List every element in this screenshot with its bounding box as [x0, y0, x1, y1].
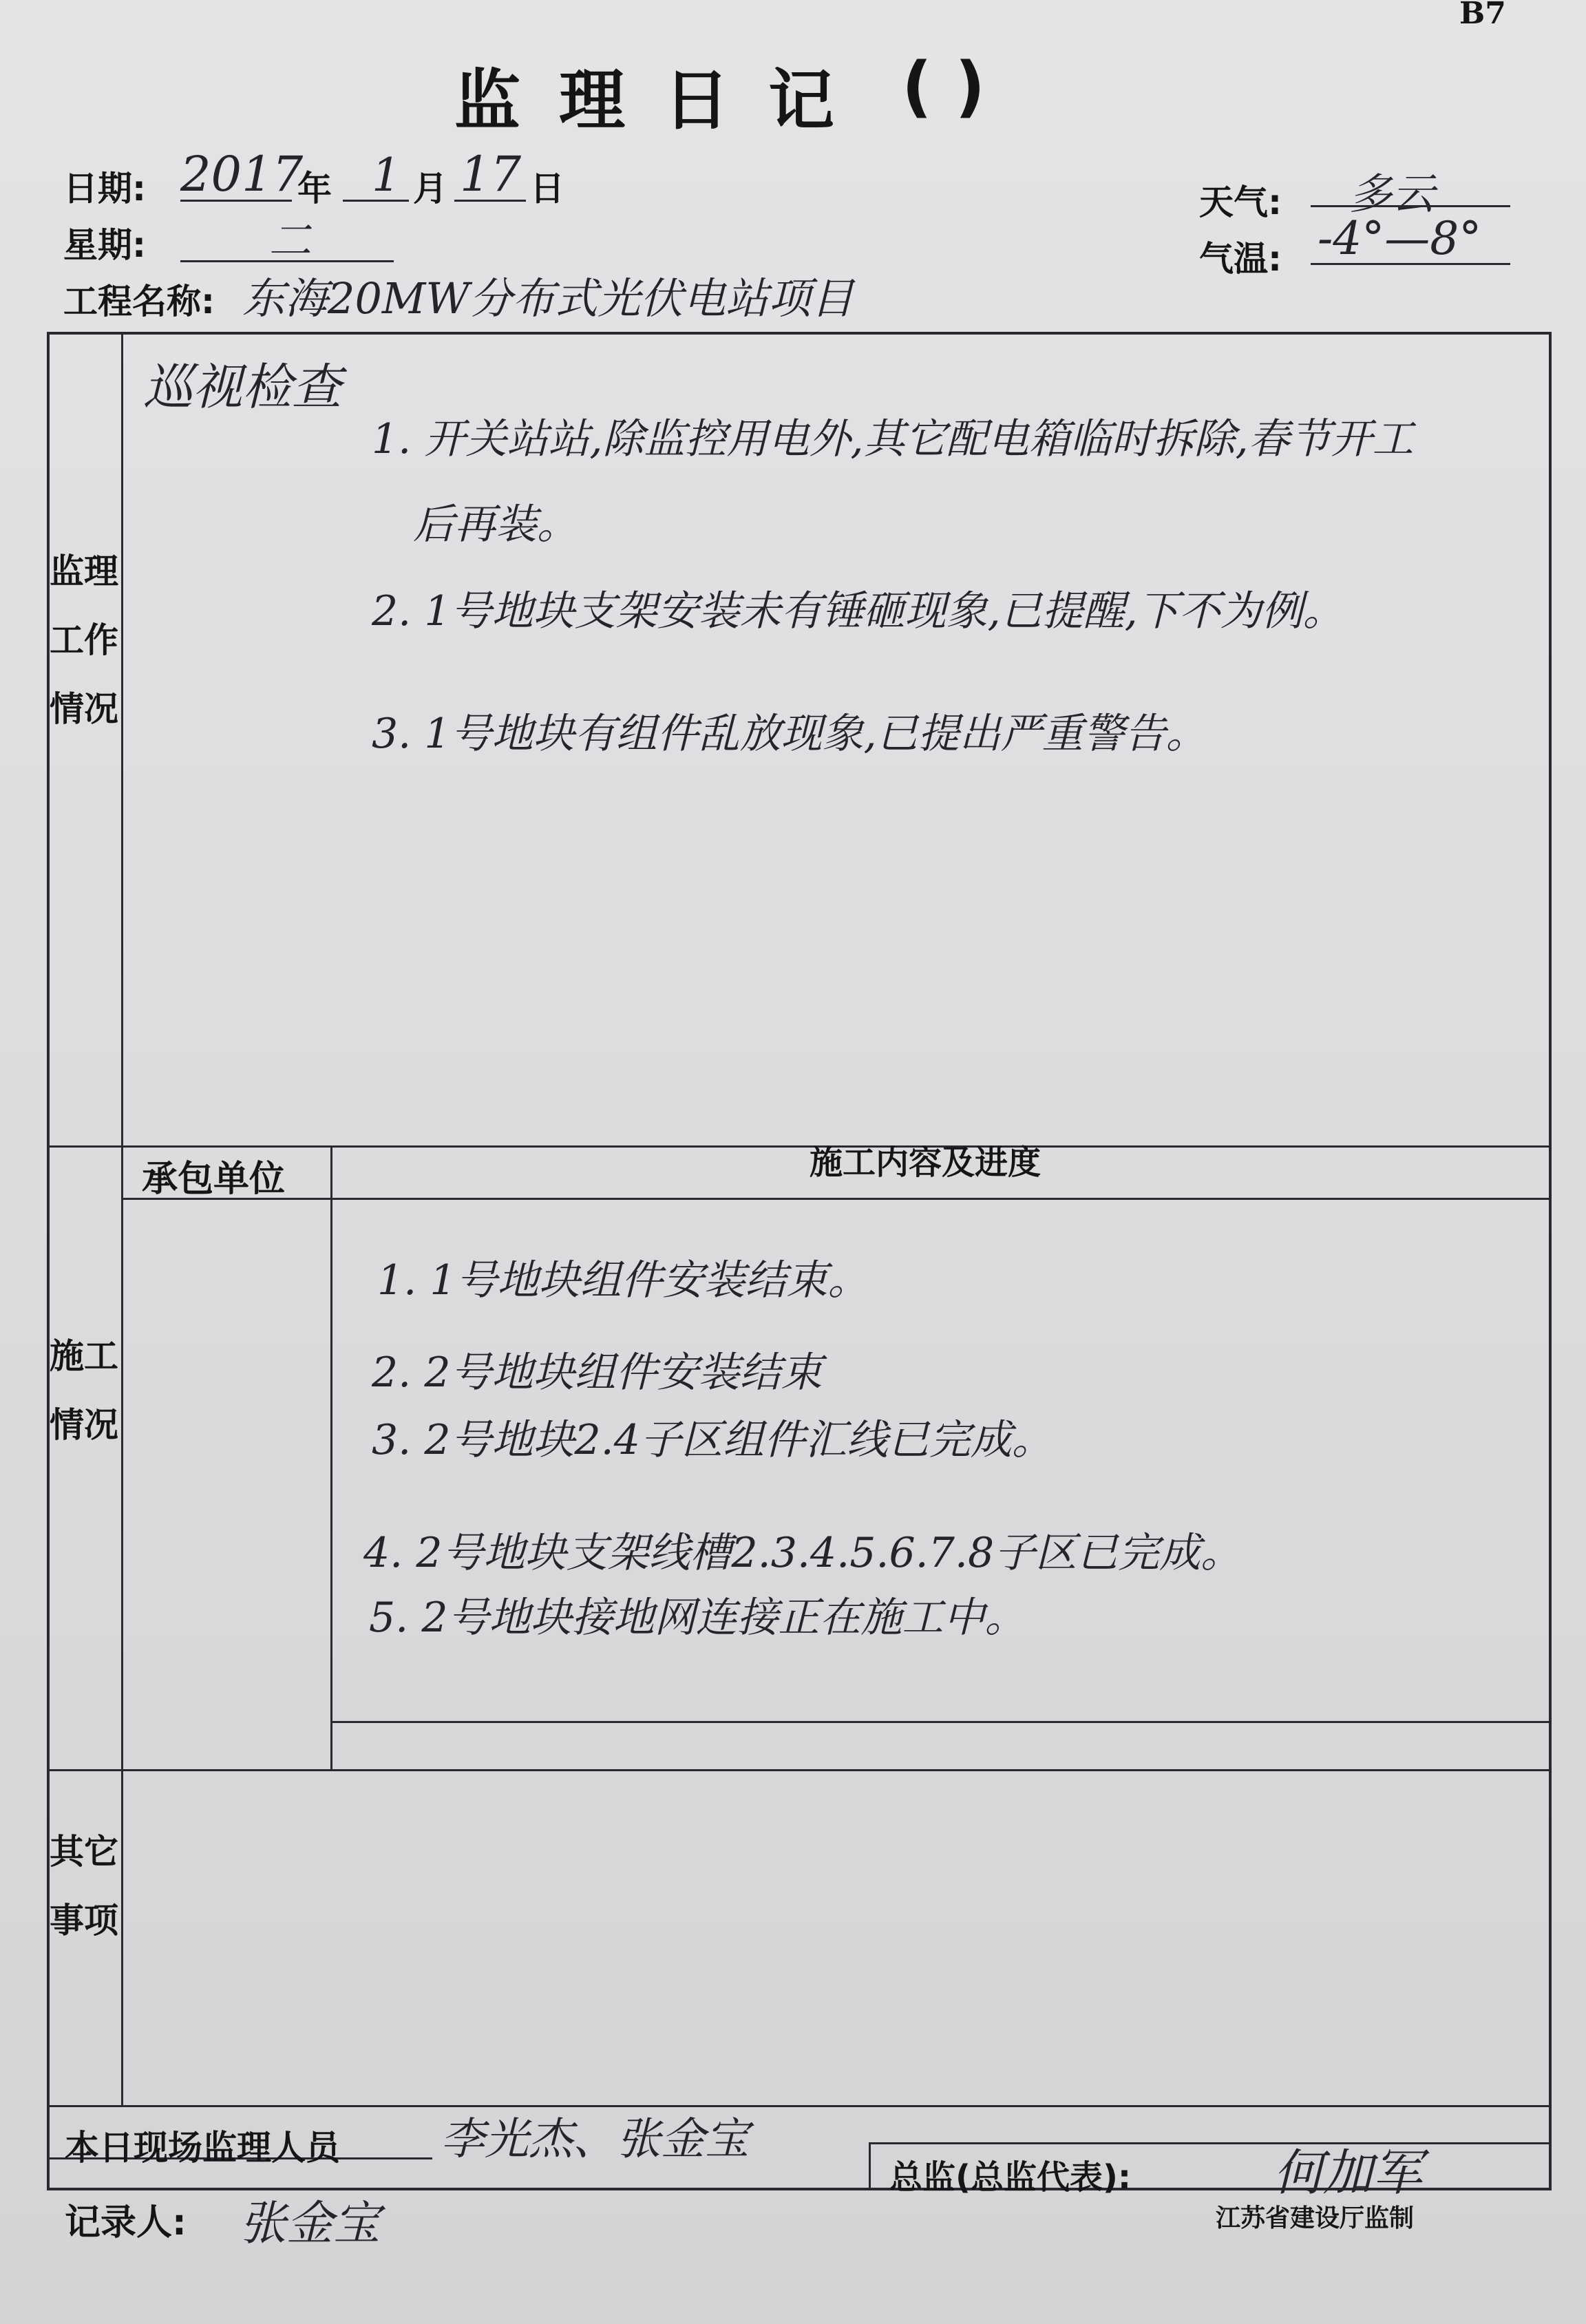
construction-item-1: 1. 1号地块组件安装结束。: [377, 1256, 869, 1304]
day-label: 日: [530, 169, 564, 209]
supervision-item-1: 1. 开关站站,除监控用电外,其它配电箱临时拆除,春节开工: [372, 415, 1414, 463]
contractor-column-divider: [330, 1145, 332, 1769]
chief-row-divider: [869, 2142, 1552, 2144]
progress-column-header: 施工内容及进度: [810, 1143, 1042, 1182]
staff-label: 本日现场监理人员: [65, 2128, 340, 2168]
page-title: 监理日记: [454, 62, 873, 139]
year-underline: [180, 200, 292, 202]
construction-item-3: 3. 2号地块2.4子区组件汇线已完成。: [372, 1416, 1053, 1464]
chief-label: 总监(总监代表):: [889, 2158, 1132, 2197]
month-underline: [343, 200, 409, 202]
project-label: 工程名称:: [63, 282, 215, 321]
temperature-label: 气温:: [1199, 239, 1282, 279]
section-divider-2: [47, 1769, 1552, 1771]
date-month: 1: [372, 149, 401, 202]
chief-cell-divider: [869, 2142, 871, 2190]
supervision-item-2: 2. 1号地块支架安装未有锤砸现象,已提醒,下不为例。: [372, 587, 1344, 635]
temperature-value: -4°—8°: [1318, 212, 1482, 265]
supervision-heading: 巡视检查: [143, 358, 342, 416]
label-column-divider: [121, 332, 123, 2105]
construction-item-5: 5. 2号地块接地网连接正在施工中。: [369, 1594, 1026, 1642]
construction-header-divider: [121, 1198, 1552, 1200]
weather-label: 天气:: [1199, 182, 1282, 222]
contractor-column-header: 承包单位: [142, 1159, 286, 1200]
title-parenthesis: ( ): [902, 48, 986, 125]
section-divider-1: [47, 1145, 1552, 1148]
issuer-note: 江苏省建设厅监制: [1216, 2204, 1415, 2232]
construction-item-2: 2. 2号地块组件安装结束: [372, 1349, 823, 1397]
month-label: 月: [413, 169, 447, 209]
temperature-underline: [1311, 263, 1510, 265]
date-label: 日期:: [63, 169, 146, 209]
staff-names: 李光杰、张金宝: [441, 2114, 749, 2165]
supervision-section-label: 监理工作情况: [50, 551, 118, 729]
weekday-label: 星期:: [63, 225, 146, 265]
supervision-item-3: 3. 1号地块有组件乱放现象,已提出严重警告。: [372, 710, 1207, 758]
chief-signature: 何加军: [1273, 2144, 1423, 2201]
supervision-item-1-cont: 后再装。: [413, 500, 578, 549]
weekday-value: 二: [268, 215, 312, 266]
day-underline: [454, 200, 526, 202]
project-name: 东海20MW分布式光伏电站项目: [242, 273, 854, 324]
recorder-signature: 张金宝: [240, 2197, 381, 2251]
date-year: 2017: [180, 146, 304, 202]
other-section-label: 其它事项: [50, 1832, 118, 1941]
year-label: 年: [297, 169, 332, 209]
construction-inner-divider: [330, 1721, 1552, 1723]
construction-section-label: 施工情况: [50, 1336, 118, 1445]
construction-item-4: 4. 2号地块支架线槽2.3.4.5.6.7.8子区已完成。: [363, 1529, 1243, 1577]
weekday-underline: [180, 260, 394, 262]
section-divider-3: [47, 2105, 1552, 2107]
form-code: B7: [1459, 0, 1506, 31]
date-day: 17: [460, 146, 522, 202]
recorder-label: 记录人:: [65, 2202, 187, 2243]
weather-value: 多云: [1349, 169, 1435, 219]
weather-underline: [1311, 205, 1510, 207]
